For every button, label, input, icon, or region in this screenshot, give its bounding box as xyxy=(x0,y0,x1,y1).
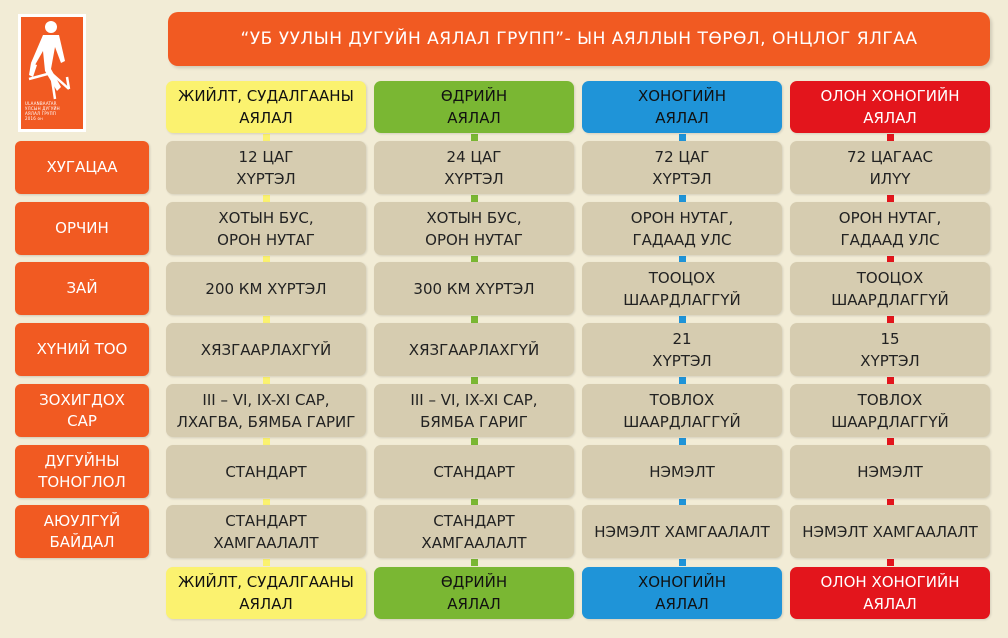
table-cell: 200 КМ ХҮРТЭЛ xyxy=(166,262,366,315)
page-title: “УБ УУЛЫН ДУГУЙН АЯЛАЛ ГРУПП”- ЫН АЯЛЛЫН ТӨРӨЛ, ОНЦЛОГ ЯЛГАА xyxy=(168,12,990,66)
table-cell: 15 ХҮРТЭЛ xyxy=(790,323,990,376)
cyclist-logo xyxy=(18,14,86,132)
table-cell: СТАНДАРТ xyxy=(166,445,366,498)
connector-dot xyxy=(263,377,270,384)
table-cell: ХОТЫН БУС, ОРОН НУТАГ xyxy=(374,202,574,255)
connector-dot xyxy=(471,438,478,445)
column-header-4: ОЛОН ХОНОГИЙН АЯЛАЛ xyxy=(790,81,990,133)
table-cell: ТОВЛОХ ШААРДЛАГГҮЙ xyxy=(790,384,990,437)
column-header-2: ӨДРИЙН АЯЛАЛ xyxy=(374,81,574,133)
table-cell: СТАНДАРТ ХАМГААЛАЛТ xyxy=(166,505,366,558)
connector-dot xyxy=(887,559,894,566)
connector-dot xyxy=(471,559,478,566)
table-cell: III – VI, IX-XI САР, ЛХАГВА, БЯМБА ГАРИГ xyxy=(166,384,366,437)
row-label: ХҮНИЙ ТОО xyxy=(15,323,149,376)
table-cell: ХЯЗГААРЛАХГҮЙ xyxy=(374,323,574,376)
table-cell: III – VI, IX-XI САР, БЯМБА ГАРИГ xyxy=(374,384,574,437)
connector-dot xyxy=(887,377,894,384)
connector-dot xyxy=(263,134,270,141)
row-label: ОРЧИН xyxy=(15,202,149,255)
column-footer-4: ОЛОН ХОНОГИЙН АЯЛАЛ xyxy=(790,567,990,619)
connector-dot xyxy=(887,438,894,445)
table-cell: СТАНДАРТ xyxy=(374,445,574,498)
table-cell: ТОВЛОХ ШААРДЛАГГҮЙ xyxy=(582,384,782,437)
column-header-3: ХОНОГИЙН АЯЛАЛ xyxy=(582,81,782,133)
column-footer-2: ӨДРИЙН АЯЛАЛ xyxy=(374,567,574,619)
row-label: ЗОХИГДОХ САР xyxy=(15,384,149,437)
table-cell: 300 КМ ХҮРТЭЛ xyxy=(374,262,574,315)
row-label: ЗАЙ xyxy=(15,262,149,315)
row-label: АЮУЛГҮЙ БАЙДАЛ xyxy=(15,505,149,558)
row-label: ХУГАЦАА xyxy=(15,141,149,194)
connector-dot xyxy=(471,134,478,141)
table-cell: НЭМЭЛТ ХАМГААЛАЛТ xyxy=(582,505,782,558)
table-cell: ТООЦОХ ШААРДЛАГГҮЙ xyxy=(582,262,782,315)
connector-dot xyxy=(887,316,894,323)
table-cell: ХЯЗГААРЛАХГҮЙ xyxy=(166,323,366,376)
connector-dot xyxy=(263,559,270,566)
table-cell: НЭМЭЛТ xyxy=(582,445,782,498)
column-footer-3: ХОНОГИЙН АЯЛАЛ xyxy=(582,567,782,619)
connector-dot xyxy=(471,316,478,323)
connector-dot xyxy=(263,195,270,202)
connector-dot xyxy=(263,316,270,323)
logo-text: ULAANBAATAR УЛСЫН ДУГУЙН АЯЛАЛ ГРУПП 2016 он xyxy=(25,101,60,121)
connector-dot xyxy=(679,195,686,202)
connector-dot xyxy=(887,195,894,202)
table-cell: НЭМЭЛТ xyxy=(790,445,990,498)
table-cell: 24 ЦАГ ХҮРТЭЛ xyxy=(374,141,574,194)
table-cell: ХОТЫН БУС, ОРОН НУТАГ xyxy=(166,202,366,255)
table-cell: 12 ЦАГ ХҮРТЭЛ xyxy=(166,141,366,194)
connector-dot xyxy=(679,438,686,445)
connector-dot xyxy=(471,195,478,202)
row-label: ДУГУЙНЫ ТОНОГЛОЛ xyxy=(15,445,149,498)
connector-dot xyxy=(679,134,686,141)
connector-dot xyxy=(471,377,478,384)
table-cell: 72 ЦАГААС ИЛҮҮ xyxy=(790,141,990,194)
table-cell: 72 ЦАГ ХҮРТЭЛ xyxy=(582,141,782,194)
connector-dot xyxy=(887,134,894,141)
table-cell: НЭМЭЛТ ХАМГААЛАЛТ xyxy=(790,505,990,558)
connector-dot xyxy=(679,377,686,384)
table-cell: ОРОН НУТАГ, ГАДААД УЛС xyxy=(582,202,782,255)
connector-dot xyxy=(679,559,686,566)
column-header-1: ЖИЙЛТ, СУДАЛГААНЫ АЯЛАЛ xyxy=(166,81,366,133)
connector-dot xyxy=(679,316,686,323)
connector-dot xyxy=(263,438,270,445)
column-footer-1: ЖИЙЛТ, СУДАЛГААНЫ АЯЛАЛ xyxy=(166,567,366,619)
table-cell: ОРОН НУТАГ, ГАДААД УЛС xyxy=(790,202,990,255)
table-cell: ТООЦОХ ШААРДЛАГГҮЙ xyxy=(790,262,990,315)
table-cell: 21 ХҮРТЭЛ xyxy=(582,323,782,376)
table-cell: СТАНДАРТ ХАМГААЛАЛТ xyxy=(374,505,574,558)
